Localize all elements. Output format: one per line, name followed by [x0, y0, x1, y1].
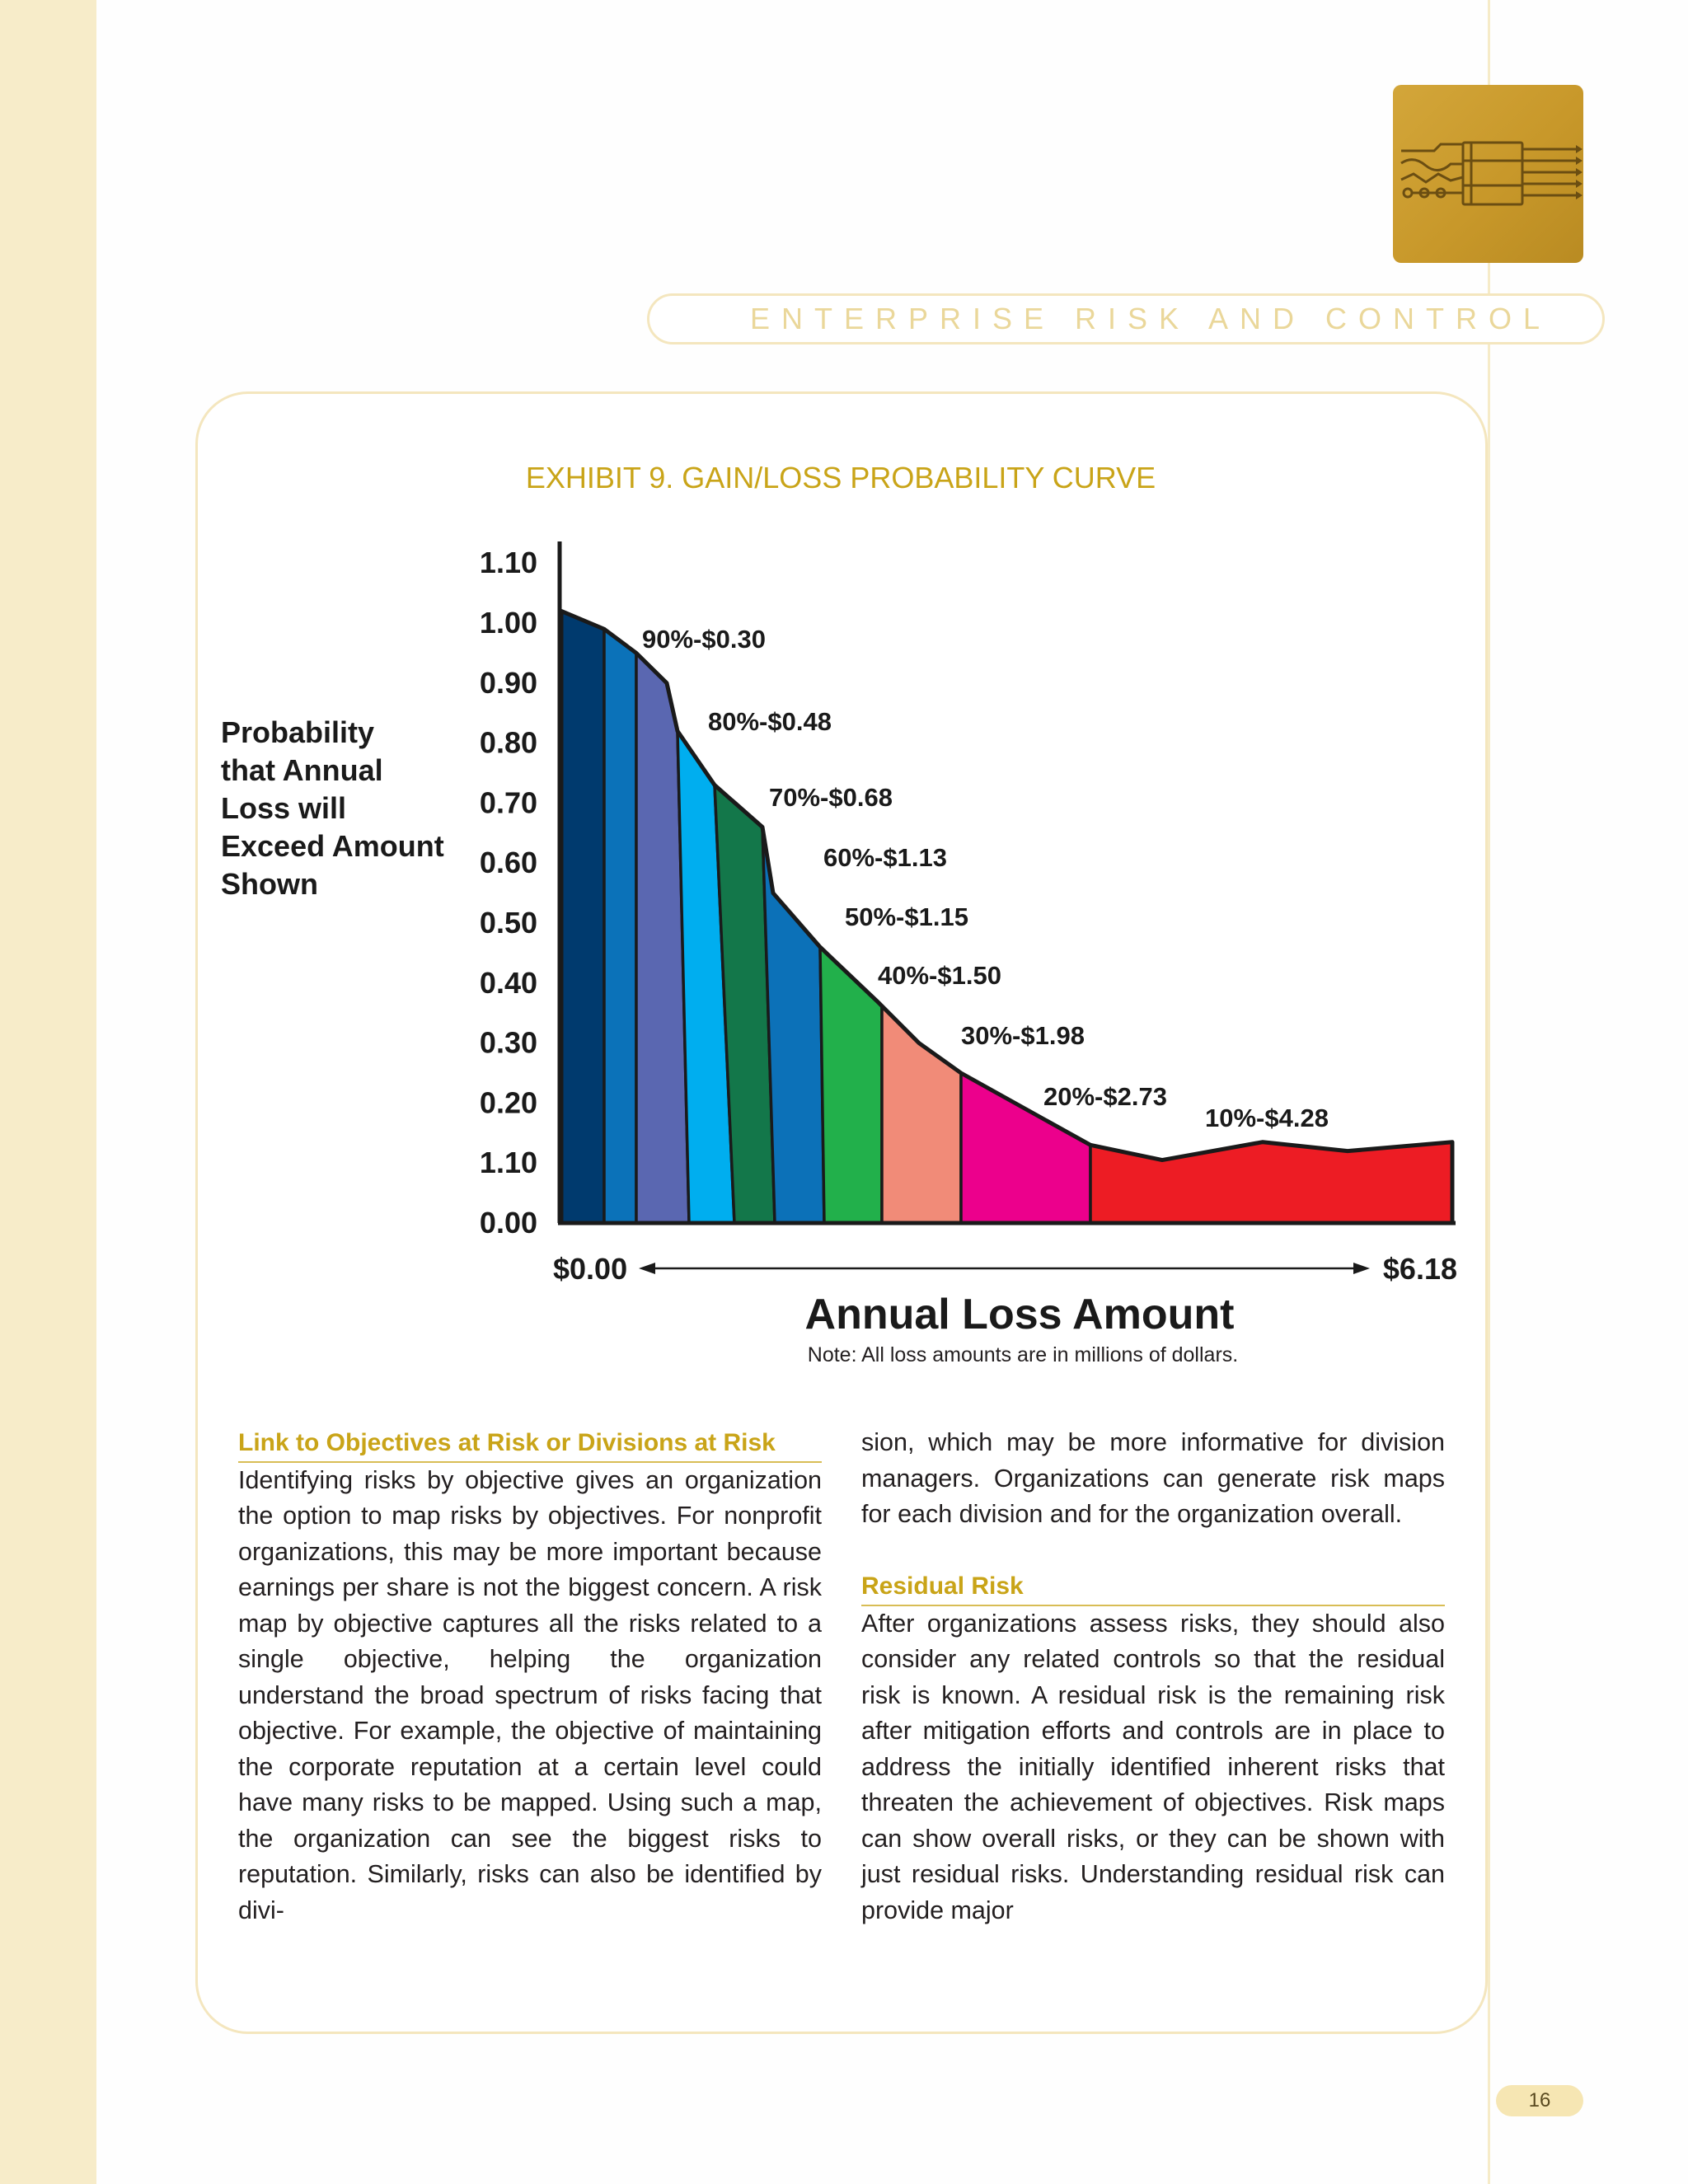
y-axis-label-line: Loss will [221, 791, 347, 825]
section-heading-objectives: Link to Objectives at Risk or Divisions at Risk [238, 1425, 822, 1463]
exhibit-title: EXHIBIT 9. GAIN/LOSS PROBABILITY CURVE [525, 461, 1156, 494]
y-tick-label: 0.20 [479, 1085, 537, 1120]
point-annotation: 90%-$0.30 [642, 625, 766, 654]
y-tick-label: 1.10 [479, 1146, 537, 1180]
point-annotation: 30%-$1.98 [961, 1021, 1085, 1050]
point-annotation: 40%-$1.50 [878, 961, 1001, 990]
y-tick-label: 0.80 [479, 725, 537, 760]
y-axis-label [221, 715, 444, 901]
left-body-text: Identifying risks by objective gives an organization the option to map risks by objectives. For nonprofit organizations, this may be more important because earnings per share is not the biggest concern. A risk map by objective captures all the risks related to a single objective, helping the organization understand the broad spectrum of risks facing that objective. For example, the objective of maintaining the corporate reputation at a certain level could have many risks to be mapped. Using such a map, the organization can see the biggest risks to reputation. Similarly, risks can also be identified by divi- [238, 1465, 822, 1924]
chart-note: Note: All loss amounts are in millions of dollars. [807, 1343, 1239, 1366]
x-axis-end-label: $6.18 [1382, 1252, 1457, 1286]
y-tick-label: 0.30 [479, 1025, 537, 1060]
x-axis-title: Annual Loss Amount [804, 1291, 1235, 1338]
y-axis-label-line: that Annual [221, 753, 383, 787]
curve-segment [604, 629, 636, 1223]
section-title: ENTERPRISE RISK AND CONTROL [749, 302, 1552, 335]
right-continuation-text: sion, which may be more informative for division managers. Organizations can generate risk maps for each division and for the organization overall. [861, 1428, 1445, 1528]
y-tick-label: 0.40 [479, 965, 537, 1000]
left-column [238, 1425, 822, 1929]
y-tick-label: 0.00 [479, 1206, 537, 1240]
point-annotation: 20%-$2.73 [1043, 1082, 1167, 1111]
point-annotation: 70%-$0.68 [769, 783, 893, 812]
curve-segment [882, 1006, 961, 1223]
page-number: 16 [1496, 2085, 1583, 2116]
curve-segment [1090, 1142, 1452, 1223]
curve-segment [561, 611, 604, 1223]
y-tick-label: 0.90 [479, 665, 537, 700]
right-column [861, 1425, 1445, 1929]
y-axis-label-line: Probability [221, 715, 375, 749]
curve-segment [820, 947, 882, 1223]
y-tick-label: 0.50 [479, 906, 537, 940]
y-tick-label: 0.70 [479, 785, 537, 820]
point-annotation: 50%-$1.15 [845, 902, 968, 931]
y-tick-label: 1.10 [479, 546, 537, 580]
y-axis-label-line: Shown [221, 867, 318, 901]
section-heading-residual-risk: Residual Risk [861, 1568, 1445, 1606]
point-annotation: 80%-$0.48 [708, 707, 832, 736]
arrow-left-icon [639, 1263, 655, 1274]
y-tick-label: 1.00 [479, 606, 537, 640]
arrow-right-icon [1353, 1263, 1370, 1274]
point-annotation: 10%-$4.28 [1205, 1104, 1329, 1132]
y-tick-label: 0.60 [479, 846, 537, 880]
right-body-text: After organizations assess risks, they should also consider any related controls so that the residual risk is known. A residual risk is the remaining risk after mitigation efforts and controls are in place to address the initially identified inherent risks that threaten the achievement of objectives. Risk maps can show overall risks, or they can be shown with just residual risks. Understanding residual risk can provide major [861, 1609, 1445, 1924]
y-axis-ticks [480, 546, 537, 1240]
point-annotation: 60%-$1.13 [823, 843, 947, 872]
x-axis-start-label: $0.00 [553, 1252, 628, 1286]
y-axis-label-line: Exceed Amount [221, 829, 444, 863]
